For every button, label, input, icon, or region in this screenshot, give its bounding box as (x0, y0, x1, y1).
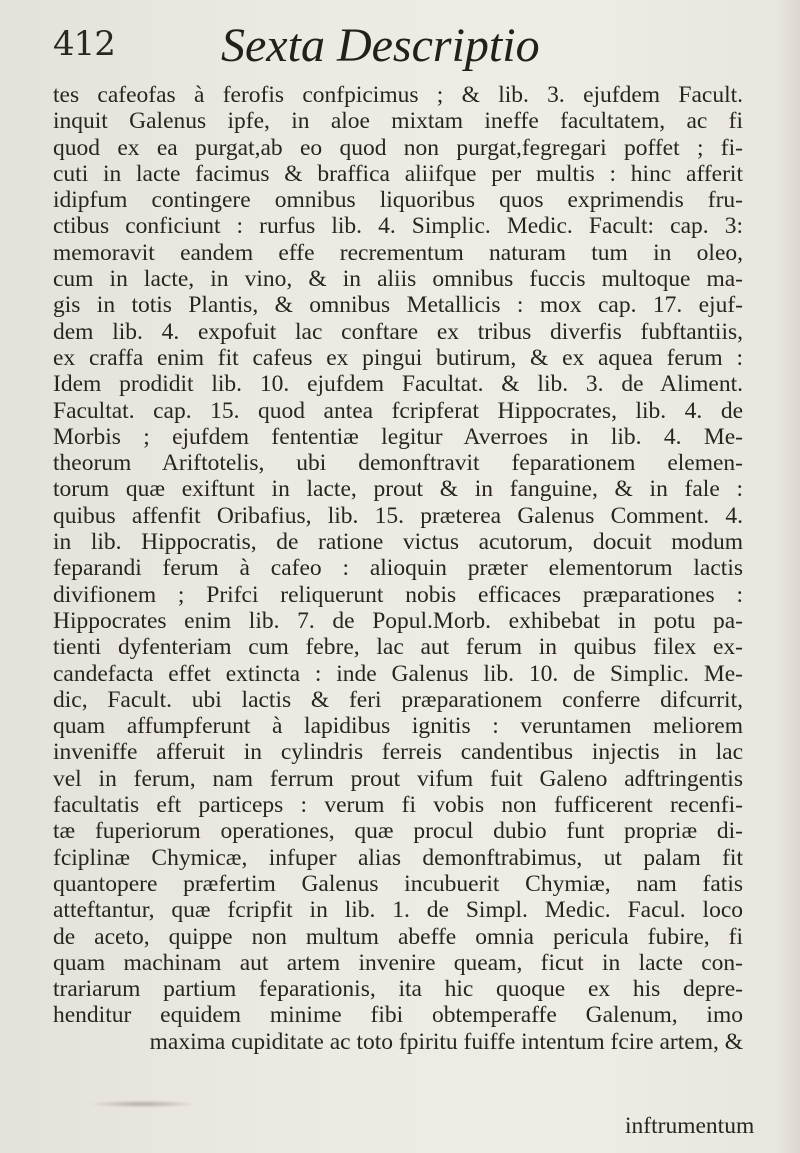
text-line: tæ fuperiorum operationes, quæ procul dubio funt propriæ di- (53, 818, 743, 845)
text-line: ctibus conficiunt : rurfus lib. 4. Simplic. Medic. Facult: cap. 3: (53, 213, 743, 240)
text-line: tes cafeofas à ferofis confpicimus ; & lib. 3. ejufdem Facult. (53, 82, 743, 108)
body-text (53, 82, 743, 1055)
text-line: cum in lacte, in vino, & in aliis omnibus fuccis multoque ma- (53, 266, 743, 293)
text-line: memoravit eandem effe recrementum naturam tum in oleo, (53, 239, 743, 266)
text-line: idipfum contingere omnibus liquoribus quos exprimendis fru- (53, 187, 743, 214)
text-line: torum quæ exiftunt in lacte, prout & in fanguine, & in fale : (53, 476, 743, 503)
page-number: 412 (53, 24, 115, 64)
text-line: Hippocrates enim lib. 7. de Popul.Morb. exhibebat in potu pa- (53, 607, 743, 634)
text-line: inveniffe afferuit in cylindris ferreis candentibus injectis in lac (53, 739, 743, 766)
catchword: inftrumentum (625, 1113, 755, 1139)
text-line: cuti in lacte facimus & braffica aliifque per multis : hinc afferit (53, 160, 743, 187)
text-line: ex craffa enim fit cafeus ex pingui butirum, & ex aquea ferum : (53, 344, 743, 371)
text-line: vel in ferum, nam ferrum prout vifum fuit Galeno adftringentis (53, 765, 743, 792)
text-line: Morbis ; ejufdem fententiæ legitur Averroes in lib. 4. Me- (53, 423, 743, 450)
text-line: quibus affenfit Oribafius, lib. 15. præterea Galenus Comment. 4. (53, 502, 743, 529)
page-edge-shadow (776, 0, 800, 1153)
text-line: gis in totis Plantis, & omnibus Metallicis : mox cap. 17. ejuf- (53, 292, 743, 319)
text-line: inquit Galenus ipfe, in aloe mixtam ineffe facultatem, ac fi (53, 108, 743, 135)
text-line: Idem prodidit lib. 10. ejufdem Facultat. & lib. 3. de Aliment. (53, 371, 743, 398)
text-line: fciplinæ Chymicæ, infuper alias demonftrabimus, ut palam fit (53, 844, 743, 871)
text-line: theorum Ariftotelis, ubi demonftravit feparationem elemen- (53, 450, 743, 477)
text-line: quam machinam aut artem invenire queam, ficut in lacte con- (53, 949, 743, 976)
text-line: quod ex ea purgat,ab eo quod non purgat,fegregari poffet ; fi- (53, 134, 743, 161)
text-line: trariarum partium feparationis, ita hic quoque ex his depre- (53, 976, 743, 1003)
text-line: quam affumpferunt à lapidibus ignitis : veruntamen meliorem (53, 713, 743, 740)
text-line: tienti dyfenteriam cum febre, lac aut ferum in quibus filex ex- (53, 634, 743, 661)
text-line: quantopere præfertim Galenus incubuerit Chymiæ, nam fatis (53, 870, 743, 897)
text-line: atteftantur, quæ fcripfit in lib. 1. de Simpl. Medic. Facul. loco (53, 897, 743, 924)
text-line: divifionem ; Prifci reliquerunt nobis efficaces præparationes : (53, 581, 743, 608)
text-line: Facultat. cap. 15. quod antea fcripferat Hippocrates, lib. 4. de (53, 397, 743, 424)
page-header (53, 18, 753, 76)
ink-smudge (88, 1100, 198, 1108)
text-line: facultatis eft particeps : verum fi vobis non fufficerent recenfi- (53, 792, 743, 819)
text-line: de aceto, quippe non multum abeffe omnia pericula fubire, fi (53, 923, 743, 950)
text-line: maxima cupiditate ac toto fpiritu fuiffe intentum fcire artem, & (149, 1028, 743, 1055)
text-line: henditur equidem minime fibi obtemperaffe Galenum, imo (53, 1002, 743, 1029)
text-line: candefacta effet extincta : inde Galenus lib. 10. de Simplic. Me- (53, 660, 743, 687)
text-line: dic, Facult. ubi lactis & feri præparationem conferre difcurrit, (53, 686, 743, 713)
text-line: feparandi ferum à cafeo : alioquin præter elementorum lactis (53, 555, 743, 582)
text-line: in lib. Hippocratis, de ratione victus acutorum, docuit modum (53, 529, 743, 556)
text-line: dem lib. 4. expofuit lac conftare ex tribus diverfis fubftantiis, (53, 318, 743, 345)
running-head: Sexta Descriptio (221, 19, 540, 72)
